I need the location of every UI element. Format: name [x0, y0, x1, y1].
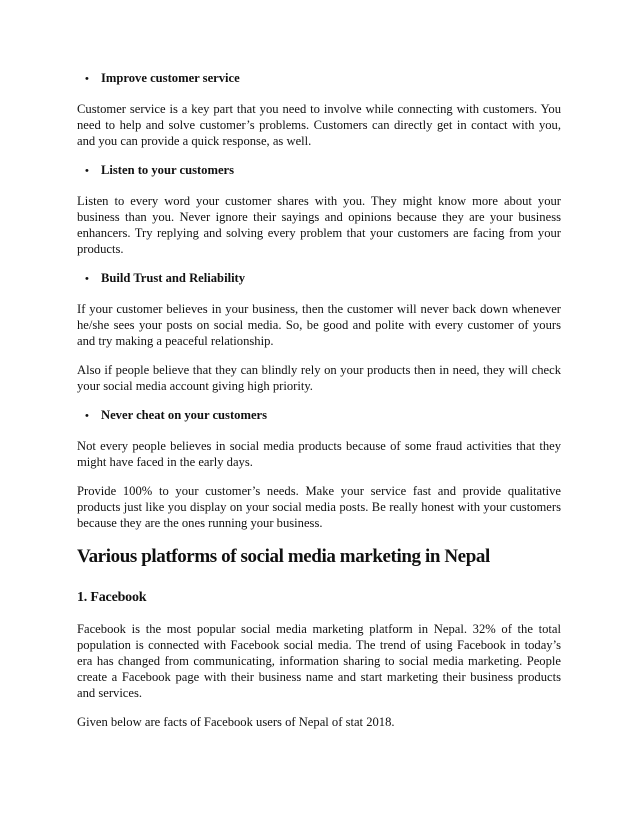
subsection-heading-facebook: 1. Facebook [77, 590, 147, 605]
bullet-dot-icon: • [85, 73, 89, 85]
bullet-build-trust [77, 270, 561, 287]
paragraph: Not every people believes in social media products because of some fraud activities that they might have faced in the early days. [77, 439, 561, 469]
bullet-label: Improve customer service [101, 71, 240, 85]
paragraph: Also if people believe that they can blindly rely on your products then in need, they will check your social media account giving high priority. [77, 363, 561, 393]
bullet-label: Never cheat on your customers [101, 408, 268, 422]
bullet-dot-icon: • [85, 165, 89, 177]
bullet-improve-customer-service [77, 70, 561, 87]
paragraph: Provide 100% to your customer’s needs. Make your service fast and provide qualitative products just like you display on your social media posts. Be really honest with your customers because they are the ones running your business. [77, 484, 561, 530]
bullet-never-cheat [77, 407, 561, 424]
paragraph: Given below are facts of Facebook users of Nepal of stat 2018. [77, 715, 395, 729]
section-heading: Various platforms of social media marketing in Nepal [77, 546, 490, 567]
bullet-dot-icon: • [85, 273, 89, 285]
bullet-dot-icon: • [85, 410, 89, 422]
bullet-listen-to-customers [77, 162, 561, 179]
paragraph: Facebook is the most popular social media marketing platform in Nepal. 32% of the total population is connected with Facebook social media. The trend of using Facebook in today’s era has changed from communicating, information sharing to social media marketing. People create a Facebook page with their business name and start marketing their business products and services. [77, 622, 561, 700]
document-page [77, 70, 561, 743]
bullet-label: Build Trust and Reliability [101, 271, 246, 285]
bullet-label: Listen to your customers [101, 163, 235, 177]
paragraph: Listen to every word your customer shares with you. They might know more about your business than you. Never ignore their sayings and opinions because they are your business enhancers. Try replying and solving every problem that your customers are facing from your products. [77, 194, 561, 256]
paragraph: If your customer believes in your business, then the customer will never back down whenever he/she sees your posts on social media. So, be good and polite with every customer of yours and try making a peaceful relationship. [77, 302, 561, 348]
paragraph: Customer service is a key part that you need to involve while connecting with customers. You need to help and solve customer’s problems. Customers can directly get in contact with you, and you can provide a quick response, as well. [77, 102, 561, 148]
